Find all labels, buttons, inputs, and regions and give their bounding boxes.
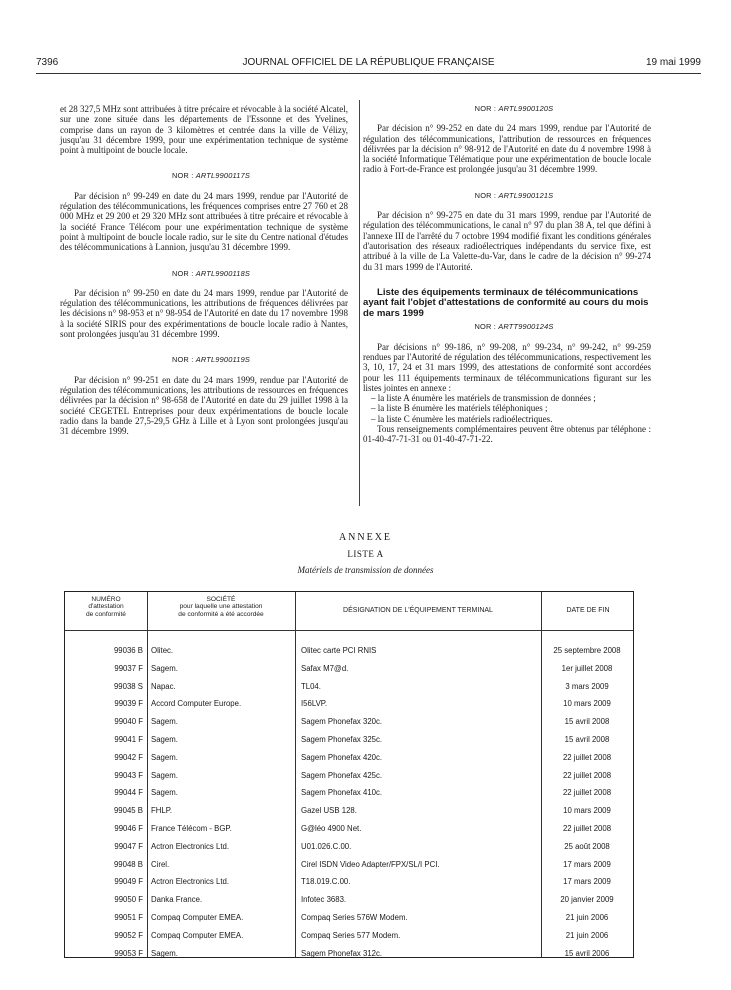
- cell-designation: Sagem Phonefax 410c.: [301, 788, 383, 798]
- cell-number: 99039 F: [114, 699, 143, 709]
- cell-number: 99037 F: [114, 663, 143, 673]
- cell-designation: T18.019.C.00.: [301, 877, 351, 887]
- cell-society: France Télécom - BGP.: [151, 824, 232, 833]
- cell-designation: Infotec 3683.: [301, 895, 347, 905]
- header-num: NUMÉRO d'attestation de conformité: [86, 596, 126, 618]
- paragraph: Par décision n° 99-249 en date du 24 mars 1999, rendue par l'Autorité de régulation des télécommunications, les fréquences comprises entre 27 760 et 28 000 MHz et 29 200 et 29 320 MHz sont attribuées à titre précaire et révocable à la société France Télécom pour une expérimentation technique de système point à multipoint de boucle locale radio, sur le site du Centre national d'études des télécommunications à Lannion, jusqu'au 31 décembre 1999.: [60, 190, 348, 253]
- list-item: – la liste C énumère les matériels radioélectriques.: [371, 413, 553, 424]
- annex-title: ANNEXE: [338, 532, 393, 543]
- cell-number: 99045 B: [113, 806, 143, 816]
- cell-designation: I56LVP.: [301, 699, 328, 709]
- cell-end-date: 22 juillet 2008: [562, 788, 612, 798]
- cell-designation: Gazel USB 128.: [301, 806, 357, 816]
- cell-society: Sagem.: [151, 770, 178, 780]
- table-row: [65, 641, 633, 659]
- table-row: [65, 730, 633, 748]
- journal-title: JOURNAL OFFICIEL DE LA RÉPUBLIQUE FRANÇAISE: [242, 57, 495, 68]
- paragraph: Par décision n° 99-250 en date du 24 mars 1999, rendue par l'Autorité de régulation des télécommunications, les attributions de fréquences délivrées par les décisions n° 98-953 et n° 98-954 de l'Autorité en date du 17 novembre 1998 à la société SIRIS pour des expérimentations de boucle locale radio à Nantes, sont prolongées jusqu'au 31 décembre 1999.: [60, 287, 348, 340]
- cell-end-date: 25 septembre 2008: [553, 646, 621, 655]
- cell-society: Sagem.: [151, 663, 178, 673]
- right-column: [363, 104, 651, 445]
- header-society: SOCIÉTÉ pour laquelle une attestation de conformité a été accordée: [178, 596, 264, 618]
- table-row: [65, 712, 633, 730]
- nor-reference: NOR : ARTL9900121S: [474, 190, 554, 200]
- cell-society: Olitec.: [151, 646, 174, 655]
- cell-designation: Safax M7@d.: [301, 663, 349, 673]
- cell-number: 99051 F: [114, 913, 143, 922]
- cell-number: 99044 F: [114, 788, 143, 798]
- cell-designation: U01.026.C.00.: [301, 841, 352, 851]
- cell-number: 99052 F: [114, 930, 143, 940]
- paragraph: Par décision n° 99-251 en date du 24 mars 1999, rendue par l'Autorité de régulation des télécommunications, les attributions de ressources en fréquences délivrées par la décision n° 98-658 de l'Autorité en date du 29 juillet 1998 à la société CEGETEL Entreprises pour deux expérimentations de boucle locale radio dans la bande 27,5-29,5 GHz à Lille et à Lyon sont prolongées jusqu'au 31 décembre 1999.: [60, 374, 348, 437]
- cell-end-date: 10 mars 2009: [563, 699, 611, 709]
- cell-society: Compaq Computer EMEA.: [151, 913, 244, 922]
- paragraph: Par décision n° 99-275 en date du 31 mars 1999, rendue par l'Autorité de régulation des télécommunications, le canal n° 97 du plan 38 A, tel que défini à l'annexe III de l'arrêté du 7 octobre 1994 modifié fixant les conditions générales d'autorisation des réseaux radioélectriques indépendants du service fixe, est attribué à la ville de La Valette-du-Var, dans le cadre de la décision n° 99-274 du 31 mars 1999 de l'Autorité.: [363, 210, 651, 272]
- column-divider: [359, 100, 360, 506]
- cell-society: Sagem.: [151, 788, 178, 798]
- cell-number: 99043 F: [114, 770, 143, 780]
- cell-end-date: 22 juillet 2008: [562, 770, 612, 780]
- cell-society: FHLP.: [151, 806, 173, 816]
- cell-society: Sagem.: [151, 948, 178, 958]
- cell-designation: Sagem Phonefax 420c.: [301, 752, 383, 762]
- annex-list-label: LISTE A: [347, 549, 384, 559]
- page-number: 7396: [36, 57, 59, 68]
- table-row: [65, 837, 633, 855]
- cell-end-date: 17 mars 2009: [563, 859, 611, 869]
- header-designation: DÉSIGNATION DE L'ÉQUIPEMENT TERMINAL: [343, 607, 493, 614]
- cell-society: Actron Electronics Ltd.: [151, 877, 230, 887]
- cell-designation: Sagem Phonefax 425c.: [301, 770, 383, 780]
- cell-end-date: 25 août 2008: [564, 841, 610, 851]
- cell-end-date: 1er juillet 2008: [561, 663, 613, 673]
- nor-reference: NOR : ARTL9900120S: [474, 104, 554, 113]
- cell-number: 99042 F: [114, 752, 143, 762]
- table-row: [65, 659, 633, 677]
- cell-designation: Compaq Series 576W Modem.: [301, 913, 408, 922]
- cell-society: Actron Electronics Ltd.: [151, 841, 230, 851]
- table-row: [65, 819, 633, 837]
- table-row: [65, 677, 633, 695]
- cell-number: 99048 B: [113, 859, 143, 869]
- table-row: [65, 766, 633, 784]
- table-row: [65, 890, 633, 908]
- paragraph: et 28 327,5 MHz sont attribuées à titre précaire et révocable à la société Alcatel, sur une zone située dans les départements de l'Essonne et des Yvelines, comprise dans un rayon de 3 kilomètres et centrée dans la ville de Vélizy, jusqu'au 31 décembre 1999, pour une expérimentation technique de système point à multipoint de boucle locale.: [60, 104, 348, 156]
- nor-reference: NOR : ARTL9900117S: [171, 171, 251, 181]
- table-row: [65, 783, 633, 801]
- cell-designation: Cirel ISDN Video Adapter/FPX/SL/I PCI.: [301, 859, 440, 869]
- table-row: [65, 872, 633, 890]
- nor-reference: NOR : ARTL9900119S: [171, 355, 251, 365]
- issue-date: 19 mai 1999: [645, 57, 701, 68]
- nor-reference: NOR : ARTT9900124S: [474, 322, 554, 332]
- cell-number: 99046 F: [114, 824, 143, 833]
- cell-society: Napac.: [151, 681, 176, 691]
- cell-society: Accord Computer Europe.: [151, 699, 242, 709]
- cell-end-date: 15 avril 2006: [564, 948, 610, 958]
- paragraph: Par décisions n° 99-186, n° 99-208, n° 99-234, n° 99-242, n° 99-259 rendues par l'Autorité de régulation des télécommunications, respectivement les 3, 10, 17, 24 et 31 mars 1999, des attestations de conformité sont accordées pour les 111 équipements terminaux de télécommunications figurant sur les listes jointes en annexe :: [363, 341, 651, 393]
- cell-designation: Olitec carte PCI RNIS: [301, 646, 377, 655]
- nor-reference: NOR : ARTL9900118S: [171, 268, 251, 278]
- cell-end-date: 20 janvier 2009: [560, 895, 614, 905]
- list-item: – la liste A énumère les matériels de transmission de données ;: [371, 393, 596, 404]
- table-row: [65, 748, 633, 766]
- cell-number: 99047 F: [114, 841, 143, 851]
- equipment-table: [64, 591, 634, 958]
- left-column: [60, 104, 348, 436]
- cell-number: 99049 F: [114, 877, 143, 887]
- table-row: [65, 855, 633, 873]
- cell-designation: Sagem Phonefax 320c.: [301, 717, 383, 727]
- cell-designation: TL04.: [301, 681, 321, 691]
- cell-number: 99040 F: [114, 717, 143, 727]
- section-heading: Liste des équipements terminaux de télécommunications ayant fait l'objet d'attestations de conformité au cours du mois de mars 1999: [363, 286, 649, 319]
- cell-number: 99050 F: [114, 895, 143, 905]
- header-rule: [65, 630, 633, 631]
- cell-number: 99053 F: [114, 948, 143, 958]
- table-row: [65, 944, 633, 962]
- cell-society: Compaq Computer EMEA.: [151, 930, 244, 940]
- list-item: – la liste B énumère les matériels téléphoniques ;: [371, 403, 548, 414]
- header-rule: [36, 73, 701, 74]
- cell-end-date: 10 mars 2009: [563, 806, 611, 816]
- cell-end-date: 3 mars 2009: [565, 681, 609, 691]
- cell-end-date: 15 avril 2008: [564, 717, 610, 727]
- cell-designation: G@léo 4900 Net.: [301, 824, 362, 833]
- table-row: [65, 694, 633, 712]
- cell-end-date: 17 mars 2009: [563, 877, 611, 887]
- page-header: [36, 57, 701, 73]
- list: [363, 393, 651, 424]
- cell-end-date: 22 juillet 2008: [562, 752, 612, 762]
- cell-designation: Sagem Phonefax 312c.: [301, 948, 383, 958]
- cell-designation: Sagem Phonefax 325c.: [301, 735, 383, 744]
- table-row: [65, 908, 633, 926]
- cell-end-date: 15 avril 2008: [564, 735, 610, 744]
- cell-society: Cirel.: [151, 859, 170, 869]
- cell-number: 99038 S: [113, 681, 143, 691]
- cell-end-date: 21 juin 2006: [565, 930, 609, 940]
- cell-designation: Compaq Series 577 Modem.: [301, 930, 401, 940]
- header-end-date: DATE DE FIN: [566, 607, 610, 614]
- cell-end-date: 21 juin 2006: [565, 913, 609, 922]
- cell-society: Sagem.: [151, 752, 178, 762]
- cell-society: Danka France.: [151, 895, 203, 905]
- cell-number: 99041 F: [114, 735, 143, 744]
- table-row: [65, 926, 633, 944]
- annex-subtitle: Matériels de transmission de données: [297, 565, 434, 575]
- paragraph: Tous renseignements complémentaires peuvent être obtenus par téléphone : 01-40-47-71-31 ou 01-40-47-71-22.: [363, 424, 651, 445]
- cell-society: Sagem.: [151, 717, 178, 727]
- cell-number: 99036 B: [113, 646, 143, 655]
- cell-society: Sagem.: [151, 735, 178, 744]
- paragraph: Par décision n° 99-252 en date du 24 mars 1999, rendue par l'Autorité de régulation des télécommunications, l'attribution de ressources en fréquences délivrées par la décision n° 98-912 de l'Autorité en date du 4 novembre 1998 à la société Informatique Télématique pour une expérimentation de boucle locale radio à Fort-de-France est prolongée jusqu'au 31 décembre 1999.: [363, 123, 651, 175]
- cell-end-date: 22 juillet 2008: [562, 824, 612, 833]
- table-row: [65, 801, 633, 819]
